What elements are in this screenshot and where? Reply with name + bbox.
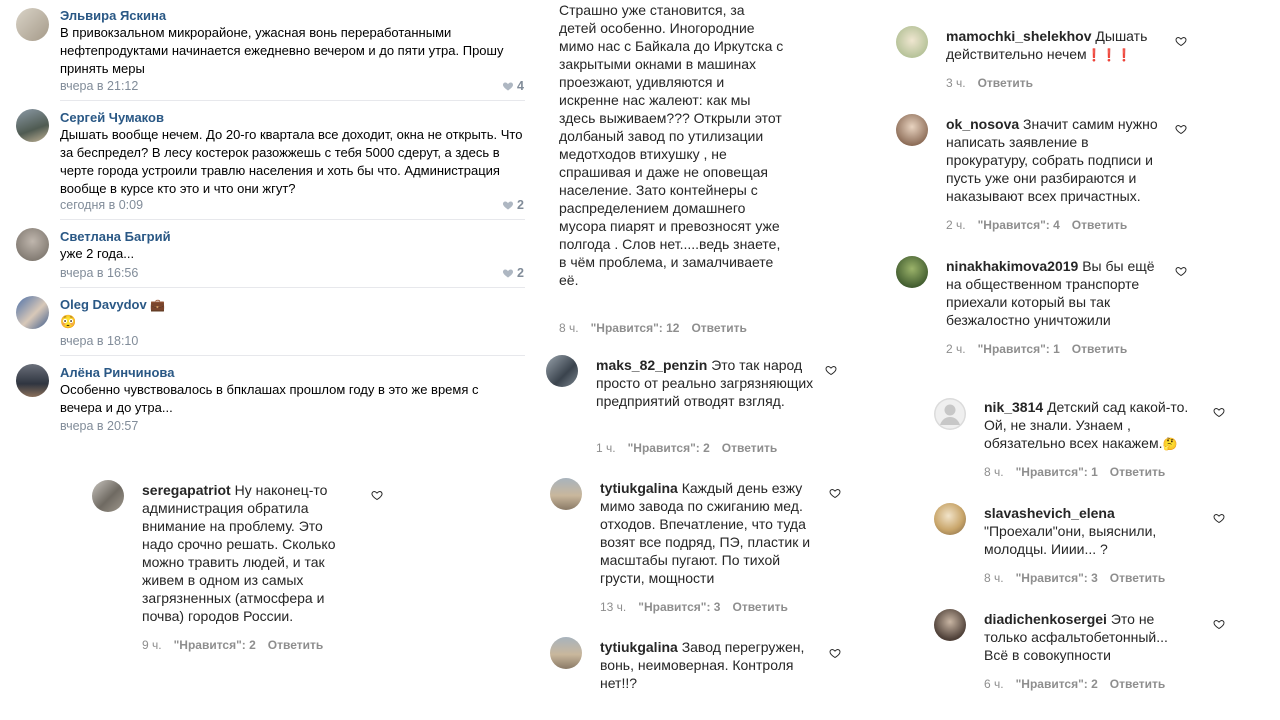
comment-time[interactable]: вчера в 20:57 <box>60 419 139 433</box>
comment-time: 8 ч. <box>559 321 579 335</box>
comment-body: Значит самим нужно написать заявление в прокуратуру, собрать подписи и пусть уже они разбираются и наказывают всех причастных. <box>946 116 1158 204</box>
comment-meta <box>946 218 1139 232</box>
comment-time: 2 ч. <box>946 218 966 232</box>
like-count: 2 <box>517 198 524 212</box>
like-heart-icon[interactable] <box>829 487 841 499</box>
comment-text: уже 2 года... <box>60 246 135 261</box>
likes-count[interactable]: "Нравится": 1 <box>1015 465 1098 479</box>
thinking-face-icon: 🤔 <box>1162 437 1178 451</box>
comment-body: Ну наконец-то администрация обратила внимание на проблему. Это надо срочно решать. Сколько можно травить людей, и так живем в одном из самых загрязненных (атмосфера и почва) городов России. <box>142 482 336 624</box>
reply-button[interactable]: Ответить <box>977 76 1034 90</box>
avatar[interactable] <box>16 8 49 41</box>
like-count: 2 <box>517 266 524 280</box>
comment-author[interactable]: Алёна Ринчинова <box>60 365 175 380</box>
comment-body: Дышать действительно нечем <box>946 28 1148 62</box>
comment-meta <box>946 342 1139 356</box>
reply-button[interactable]: Ответить <box>1109 677 1166 691</box>
avatar[interactable] <box>934 503 966 535</box>
comment-text <box>600 479 815 587</box>
reply-button[interactable]: Ответить <box>1071 342 1128 356</box>
comment-time: 13 ч. <box>600 600 627 614</box>
avatar[interactable] <box>16 296 49 329</box>
comment-username[interactable]: slavashevich_elena <box>984 505 1115 521</box>
comment-meta <box>559 321 759 335</box>
comment-text: Особенно чувствовалось в бпклашах прошлом году в это же время с вечера и до утра... <box>60 382 479 415</box>
exclamation-icon: ❗❗❗ <box>1086 48 1132 62</box>
avatar[interactable] <box>550 637 582 669</box>
heart-icon <box>502 199 514 211</box>
comment-body: Завод перегружен, вонь, неимоверная. Контроля нет!!? <box>600 639 805 691</box>
comment-text <box>984 504 1189 558</box>
comment-meta <box>984 465 1177 479</box>
comment-meta <box>600 600 800 614</box>
comment-body: Каждый день езжу мимо завода по сжиганию мед. отходов. Впечатление, что туда возят все подряд, ПЭ, пластик и масштабы пугают. По тихой грусти, мощности <box>600 480 811 586</box>
reply-button[interactable]: Ответить <box>267 638 324 652</box>
avatar[interactable] <box>546 355 578 387</box>
like-button[interactable] <box>502 266 524 280</box>
comment-body: Это так народ просто от реально загрязняющих предприятий отводят взгляд. <box>596 357 814 409</box>
reply-button[interactable]: Ответить <box>1109 571 1166 585</box>
comment-author[interactable]: Светлана Багрий <box>60 229 171 244</box>
comment-text <box>596 356 816 410</box>
avatar[interactable] <box>896 256 928 288</box>
comment-time[interactable]: вчера в 18:10 <box>60 334 139 348</box>
heart-icon <box>502 267 514 279</box>
like-heart-icon[interactable] <box>1175 123 1187 135</box>
like-heart-icon[interactable] <box>1213 618 1225 630</box>
like-button[interactable] <box>502 79 524 93</box>
divider <box>60 355 525 356</box>
divider <box>60 219 525 220</box>
divider <box>60 100 525 101</box>
reply-button[interactable]: Ответить <box>1109 465 1166 479</box>
comment-time: 6 ч. <box>984 677 1004 691</box>
likes-count[interactable]: "Нравится": 12 <box>590 321 680 335</box>
comment-text: В привокзальном микрорайоне, ужасная вонь переработанными нефтепродуктами начинается ежедневно вечером и до пяти утра. Прошу принять меры <box>60 25 504 76</box>
like-heart-icon[interactable] <box>1213 512 1225 524</box>
comment-username[interactable]: nik_3814 <box>984 399 1044 415</box>
like-button[interactable] <box>502 198 524 212</box>
comment-body: Вы бы ещё на общественном транспорте приехали который вы так безжалостно уничтожили <box>946 258 1155 328</box>
comment-username[interactable]: maks_82_penzin <box>596 357 708 373</box>
author-name[interactable]: Oleg Davydov <box>60 297 147 312</box>
comment-time[interactable]: вчера в 16:56 <box>60 266 139 280</box>
like-heart-icon[interactable] <box>1213 406 1225 418</box>
comment-time: 8 ч. <box>984 571 1004 585</box>
comment-username[interactable]: ok_nosova <box>946 116 1020 132</box>
like-heart-icon[interactable] <box>829 647 841 659</box>
comment-meta <box>984 677 1177 691</box>
comment-username[interactable]: tytiukgalina <box>600 639 678 655</box>
comment-text <box>984 398 1189 453</box>
likes-count[interactable]: "Нравится": 3 <box>638 600 721 614</box>
likes-count[interactable]: "Нравится": 2 <box>173 638 256 652</box>
like-heart-icon[interactable] <box>1175 265 1187 277</box>
like-heart-icon[interactable] <box>371 489 383 501</box>
comment-text: Дышать вообще нечем. До 20-го квартала все доходит, окна не открыть. Что за беспредел? В лесу костерок разожжешь с тебя 5000 сдерут, а здесь в черте города устроили травлю населения и хоть бы что. Администрация вообще в курсе кто это и что они жгут? <box>60 127 523 196</box>
comment-body: Это не только асфальтобетонный... Всё в совокупности <box>984 611 1168 663</box>
default-user-icon <box>934 398 966 430</box>
avatar[interactable] <box>16 109 49 142</box>
avatar[interactable] <box>934 398 966 430</box>
avatar[interactable] <box>550 478 582 510</box>
comment-time: 1 ч. <box>596 441 616 455</box>
comment-username[interactable]: tytiukgalina <box>600 480 678 496</box>
comment-meta <box>946 76 1045 90</box>
comment-time: 8 ч. <box>984 465 1004 479</box>
comment-body: "Проехали"они, выяснили, молодцы. Ииии... ? <box>984 523 1157 557</box>
like-count: 4 <box>517 79 524 93</box>
briefcase-icon: 💼 <box>150 298 166 312</box>
reply-button[interactable]: Ответить <box>721 441 778 455</box>
avatar[interactable] <box>16 364 49 397</box>
comment-username[interactable]: ninakhakimova2019 <box>946 258 1079 274</box>
avatar[interactable] <box>92 480 124 512</box>
comment-username[interactable]: seregapatriot <box>142 482 231 498</box>
comment-username[interactable]: mamochki_shelekhov <box>946 28 1092 44</box>
comment-text: Страшно уже становится, за детей особенно. Иногородние мимо нас с Байкала до Иркутска с закрытыми окнами в машинах проезжают, удивляются и искренне нас жалеют: как мы здесь выживаем??? Открыли этот долбаный завод по утилизации медотходов втихушку , не спрашивая и даже не оповещая население. Зато контейнеры с распределением домашнего мусора пиарят и превозносят уже полгода . Слов нет.....ведь знаете, в чём проблема, и замалчиваете её. <box>559 2 784 288</box>
comment-time: 9 ч. <box>142 638 162 652</box>
likes-count[interactable]: "Нравится": 3 <box>1015 571 1098 585</box>
comment-text: 😳 <box>60 314 77 329</box>
comment-text <box>142 481 357 625</box>
comment-time: 2 ч. <box>946 342 966 356</box>
comment-time: 3 ч. <box>946 76 966 90</box>
comment-username[interactable]: diadichenkosergei <box>984 611 1107 627</box>
reply-button[interactable]: Ответить <box>1071 218 1128 232</box>
comment-time[interactable]: вчера в 21:12 <box>60 79 139 93</box>
comment-text <box>600 638 818 692</box>
comment-text <box>946 257 1166 329</box>
comment-meta <box>142 638 335 652</box>
comment-text <box>984 610 1189 664</box>
comment-author[interactable]: Эльвира Яскина <box>60 8 167 23</box>
avatar[interactable] <box>896 114 928 146</box>
avatar[interactable] <box>896 26 928 58</box>
reply-button[interactable]: Ответить <box>732 600 788 614</box>
comment-author[interactable]: Сергей Чумаков <box>60 110 164 125</box>
comment-meta <box>596 441 789 455</box>
avatar[interactable] <box>16 228 49 261</box>
comment-text <box>946 115 1166 205</box>
avatar[interactable] <box>934 609 966 641</box>
likes-count[interactable]: "Нравится": 4 <box>977 218 1060 232</box>
heart-icon <box>502 80 514 92</box>
comment-author[interactable] <box>60 297 165 312</box>
like-heart-icon[interactable] <box>825 364 837 376</box>
comment-meta <box>984 571 1177 585</box>
reply-button[interactable]: Ответить <box>691 321 747 335</box>
like-heart-icon[interactable] <box>1175 35 1187 47</box>
comment-body: Детский сад какой-то. Ой, не знали. Узнаем , обязательно всех накажем. <box>984 399 1189 451</box>
likes-count[interactable]: "Нравится": 2 <box>627 441 710 455</box>
comment-time[interactable]: сегодня в 0:09 <box>60 198 144 212</box>
likes-count[interactable]: "Нравится": 2 <box>1015 677 1098 691</box>
comment-text <box>946 27 1166 64</box>
likes-count[interactable]: "Нравится": 1 <box>977 342 1060 356</box>
divider <box>60 287 525 288</box>
